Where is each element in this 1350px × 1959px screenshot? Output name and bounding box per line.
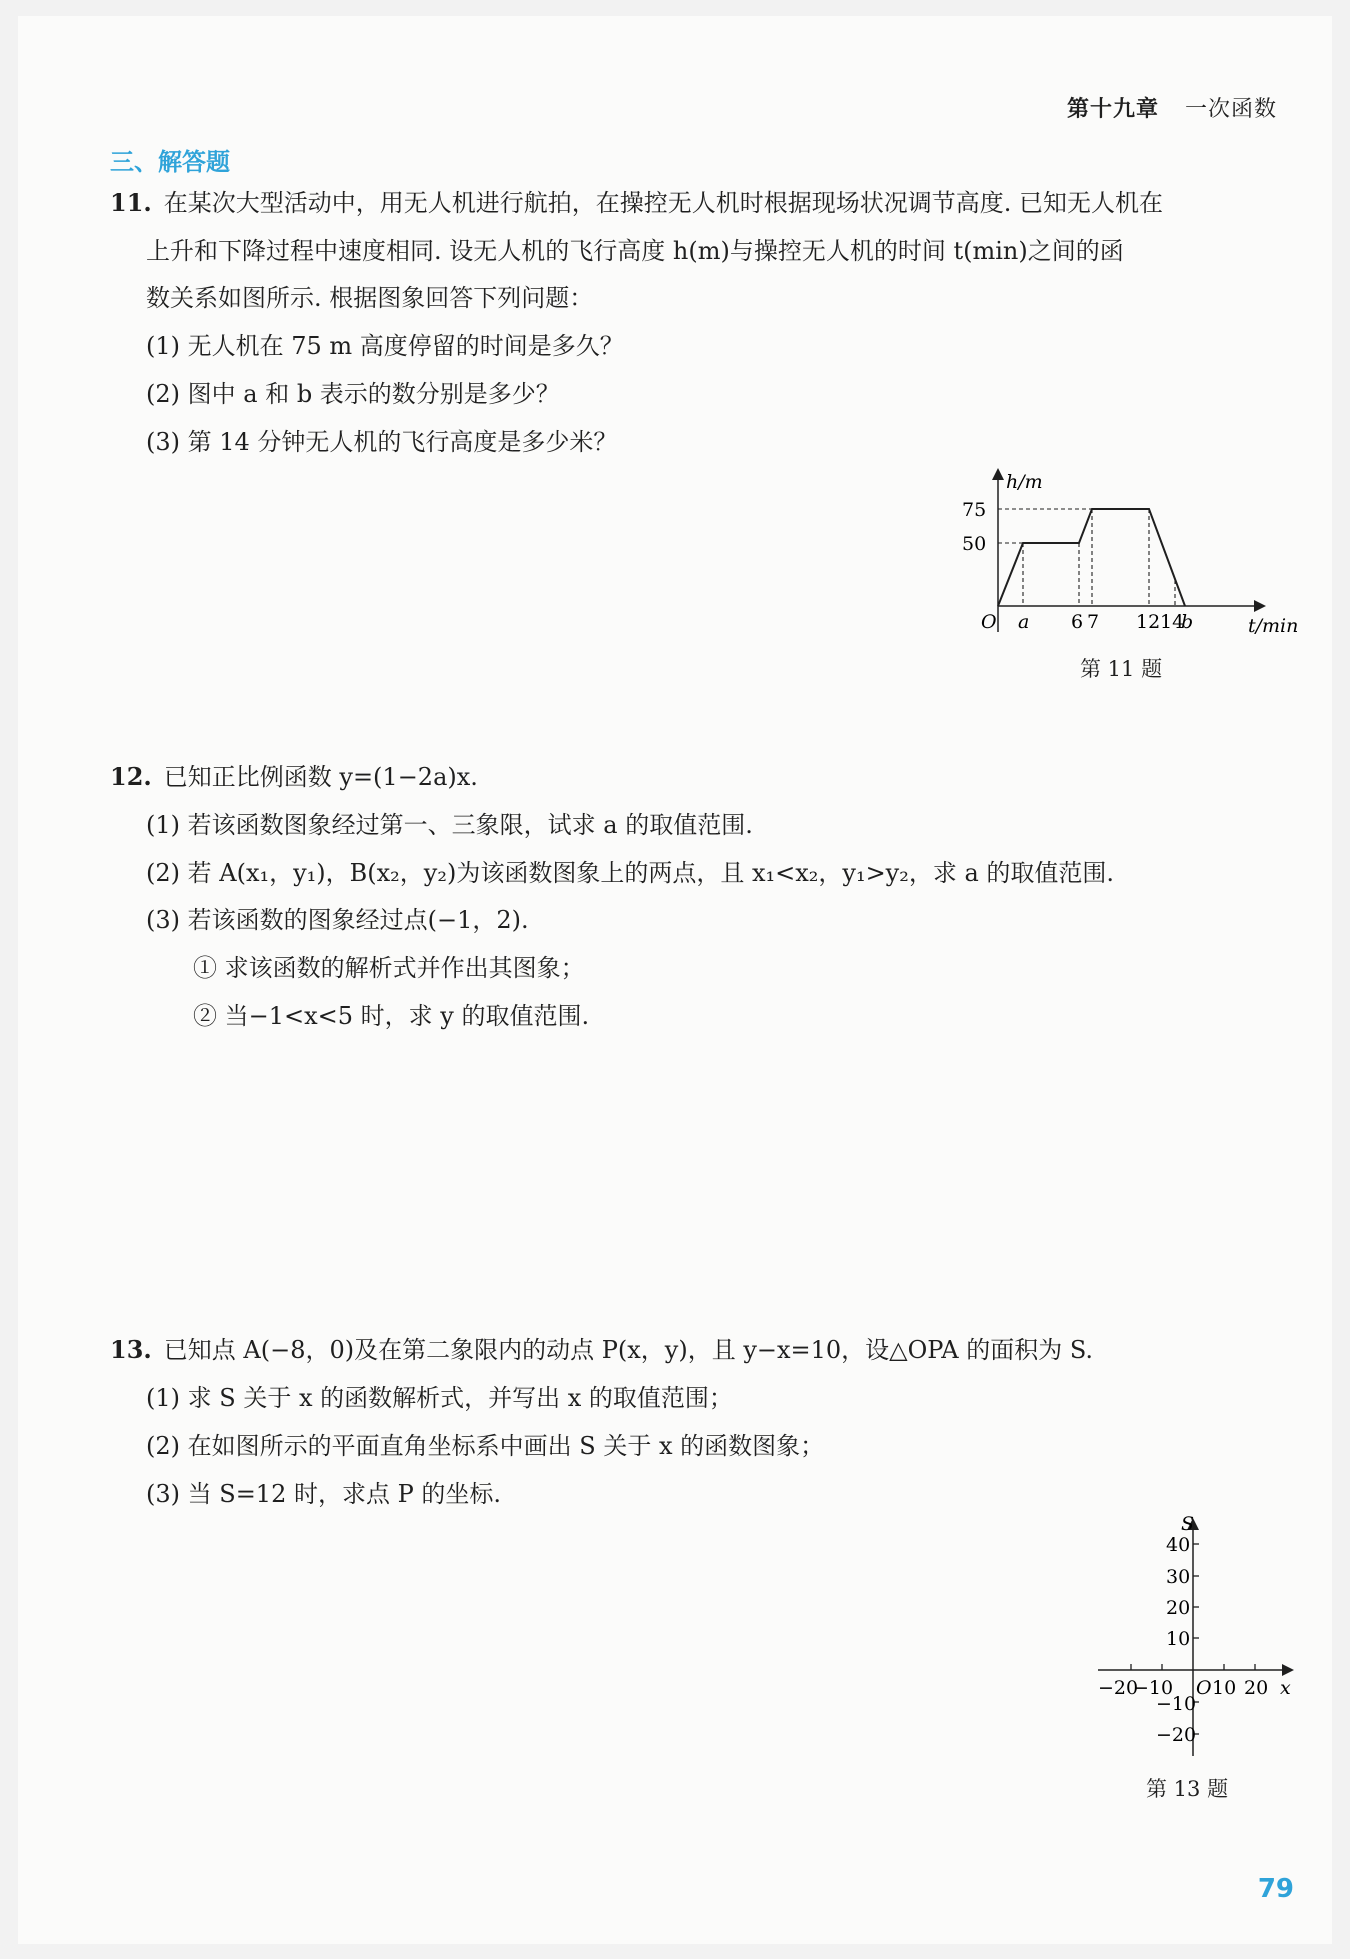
x-axis-label: x (1280, 1677, 1291, 1699)
y-tick-40: 40 (1166, 1534, 1191, 1556)
x-tick-minus-20: −20 (1098, 1677, 1139, 1699)
q11-line-2: 上升和下降过程中速度相同. 设无人机的飞行高度 h(m)与操控无人机的时间 t(min)之间的函 (146, 237, 1124, 265)
textbook-page (18, 16, 1332, 1944)
q11-part-1: (1) 无人机在 75 m 高度停留的时间是多久？ (146, 332, 624, 360)
q13-part-2: (2) 在如图所示的平面直角坐标系中画出 S 关于 x 的函数图象； (146, 1432, 825, 1460)
x-tick-7: 7 (1087, 611, 1100, 633)
x-tick-14: 14 (1160, 611, 1185, 633)
q12-part-1: (1) 若该函数图象经过第一、三象限，试求 a 的取值范围. (146, 811, 753, 839)
y-tick-minus-20: −20 (1156, 1724, 1197, 1746)
q12-number: 12. (110, 762, 152, 791)
y-tick-75: 75 (962, 499, 987, 521)
q11-number: 11. (110, 188, 152, 217)
q13-number: 13. (110, 1335, 152, 1364)
page-number: 79 (1257, 1874, 1294, 1904)
q11-graph (948, 466, 1328, 666)
origin-label: O (981, 611, 997, 633)
x-tick-10: 10 (1212, 1677, 1237, 1699)
q12-part-3-sub-1: ① 求该函数的解析式并作出其图象； (193, 954, 585, 982)
chapter-label: 第十九章 (1066, 97, 1159, 122)
q12-part-2: (2) 若 A(x₁，y₁)，B(x₂，y₂)为该函数图象上的两点，且 x₁<x₂，y₁>y₂，求 a 的取值范围. (146, 859, 1115, 887)
q13-graph (1078, 1504, 1318, 1774)
x-tick-b: b (1181, 611, 1194, 633)
section-title: 三、解答题 (110, 148, 230, 176)
x-axis-label: t/min (1248, 615, 1299, 637)
x-tick-20: 20 (1244, 1677, 1269, 1699)
page-header (1067, 92, 1277, 123)
q13-part-3: (3) 当 S=12 时，求点 P 的坐标. (146, 1480, 502, 1508)
y-tick-minus-10: −10 (1156, 1693, 1197, 1715)
q12-part-3: (3) 若该函数的图象经过点(−1，2). (146, 906, 529, 934)
y-tick-50: 50 (962, 533, 987, 555)
q11-part-3: (3) 第 14 分钟无人机的飞行高度是多少米？ (146, 428, 618, 456)
y-tick-30: 30 (1166, 1566, 1191, 1588)
x-tick-6: 6 (1071, 611, 1084, 633)
origin-label: O (1196, 1677, 1212, 1699)
q11-part-2: (2) 图中 a 和 b 表示的数分别是多少？ (146, 380, 560, 408)
y-tick-20: 20 (1166, 1597, 1191, 1619)
chapter-topic: 一次函数 (1184, 97, 1277, 122)
y-axis-label: h/m (1006, 471, 1043, 493)
x-tick-minus-10: −10 (1133, 1677, 1174, 1699)
q11-caption: 第 11 题 (1080, 657, 1163, 681)
q13-part-1: (1) 求 S 关于 x 的函数解析式，并写出 x 的取值范围； (146, 1384, 733, 1412)
y-axis-label: S (1181, 1513, 1195, 1535)
q11-line-3: 数关系如图所示. 根据图象回答下列问题： (146, 284, 594, 312)
q13-caption: 第 13 题 (1146, 1777, 1229, 1801)
q13-line-1: 13. 已知点 A(−8，0)及在第二象限内的动点 P(x，y)，且 y−x=10，设△OPA 的面积为 S. (110, 1335, 1094, 1364)
q12-part-3-sub-2: ② 当−1<x<5 时，求 y 的取值范围. (193, 1002, 590, 1030)
q12-line-1: 12. 已知正比例函数 y=(1−2a)x. (110, 762, 478, 791)
x-tick-a: a (1018, 611, 1030, 633)
x-tick-12: 12 (1136, 611, 1161, 633)
q11-line-1: 11. 在某次大型活动中，用无人机进行航拍，在操控无人机时根据现场状况调节高度. 已知无人机在 (110, 188, 1164, 217)
y-tick-10: 10 (1166, 1628, 1191, 1650)
